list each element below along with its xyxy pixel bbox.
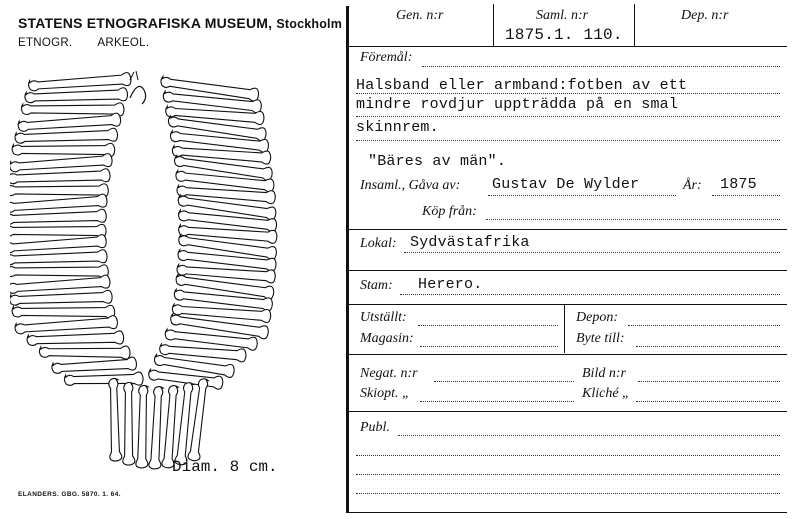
bild-label: Bild n:r: [582, 366, 626, 381]
foremal-line-3: skinnrem.: [356, 119, 439, 136]
section-rule-5: [347, 411, 787, 412]
section-rule-1: [347, 229, 787, 230]
museum-name: STATENS ETNOGRAFISKA MUSEUM,: [18, 15, 273, 31]
saml-nr-label: Saml. n:r: [536, 8, 589, 23]
header-separator-1: [493, 4, 494, 46]
department-labels: [18, 37, 171, 49]
ar-label: År:: [683, 178, 702, 193]
magasin-label: Magasin:: [360, 331, 414, 346]
dotline: [628, 325, 780, 326]
kliche-label: Kliché „: [582, 386, 630, 401]
section-rule-3: [347, 304, 787, 305]
foremal-line-2: mindre rovdjur uppträdda på en smal: [356, 96, 679, 113]
dotline: [712, 195, 780, 196]
dotline: [356, 474, 780, 475]
dotline: [356, 116, 780, 117]
dotline: [356, 455, 780, 456]
header-rule: [347, 46, 787, 47]
printer-imprint: ELANDERS. GBG. 5870. 1. 64.: [18, 491, 121, 498]
dotline: [486, 219, 780, 220]
card-divider: [346, 6, 349, 513]
dotline: [356, 493, 780, 494]
depon-label: Depon:: [576, 310, 618, 325]
bottom-rule: [347, 512, 787, 513]
dotline: [400, 294, 780, 295]
foremal-line-1: Halsband eller armband:fotben av ett: [356, 77, 688, 94]
insaml-value: Gustav De Wylder: [492, 176, 640, 193]
ar-value: 1875: [720, 176, 757, 193]
dotline: [418, 325, 558, 326]
dotline: [434, 381, 574, 382]
museum-city: Stockholm: [276, 17, 343, 31]
kop-fran-label: Köp från:: [422, 204, 477, 219]
saml-nr-value: 1875.1. 110.: [505, 26, 623, 44]
dept-arkeol: ARKEOL.: [97, 37, 150, 49]
gen-nr-label: Gen. n:r: [396, 8, 444, 23]
publ-label: Publ.: [360, 420, 390, 435]
byte-till-label: Byte till:: [576, 331, 625, 346]
dotline: [422, 66, 780, 67]
section-rule-2: [347, 270, 787, 271]
dotline: [638, 381, 780, 382]
utstallt-label: Utställt:: [360, 310, 407, 325]
lokal-label: Lokal:: [360, 236, 397, 251]
foremal-quote: "Bäres av män".: [368, 153, 507, 170]
header-separator-2: [634, 4, 635, 46]
dep-nr-label: Dep. n:r: [681, 8, 729, 23]
necklace-drawing: [10, 60, 330, 490]
dotline: [420, 346, 558, 347]
negat-label: Negat. n:r: [360, 366, 418, 381]
dotline: [404, 252, 780, 253]
stam-value: Herero.: [418, 276, 483, 293]
dotline: [356, 93, 780, 94]
insaml-label: Insaml., Gåva av:: [360, 178, 461, 193]
dotline: [636, 401, 780, 402]
dotline: [636, 346, 780, 347]
dotline: [420, 401, 574, 402]
stam-label: Stam:: [360, 278, 393, 293]
dotline: [356, 140, 780, 141]
foremal-label: Föremål:: [360, 50, 413, 65]
museum-heading: [18, 15, 342, 31]
section-rule-4: [347, 354, 787, 355]
diameter-note: Diam. 8 cm.: [172, 458, 278, 476]
skiopt-label: Skiopt. „: [360, 386, 410, 401]
dotline: [488, 195, 676, 196]
dept-etnogr: ETNOGR.: [18, 37, 73, 49]
lokal-value: Sydvästafrika: [410, 234, 530, 251]
storage-separator: [564, 305, 565, 353]
dotline: [398, 435, 780, 436]
